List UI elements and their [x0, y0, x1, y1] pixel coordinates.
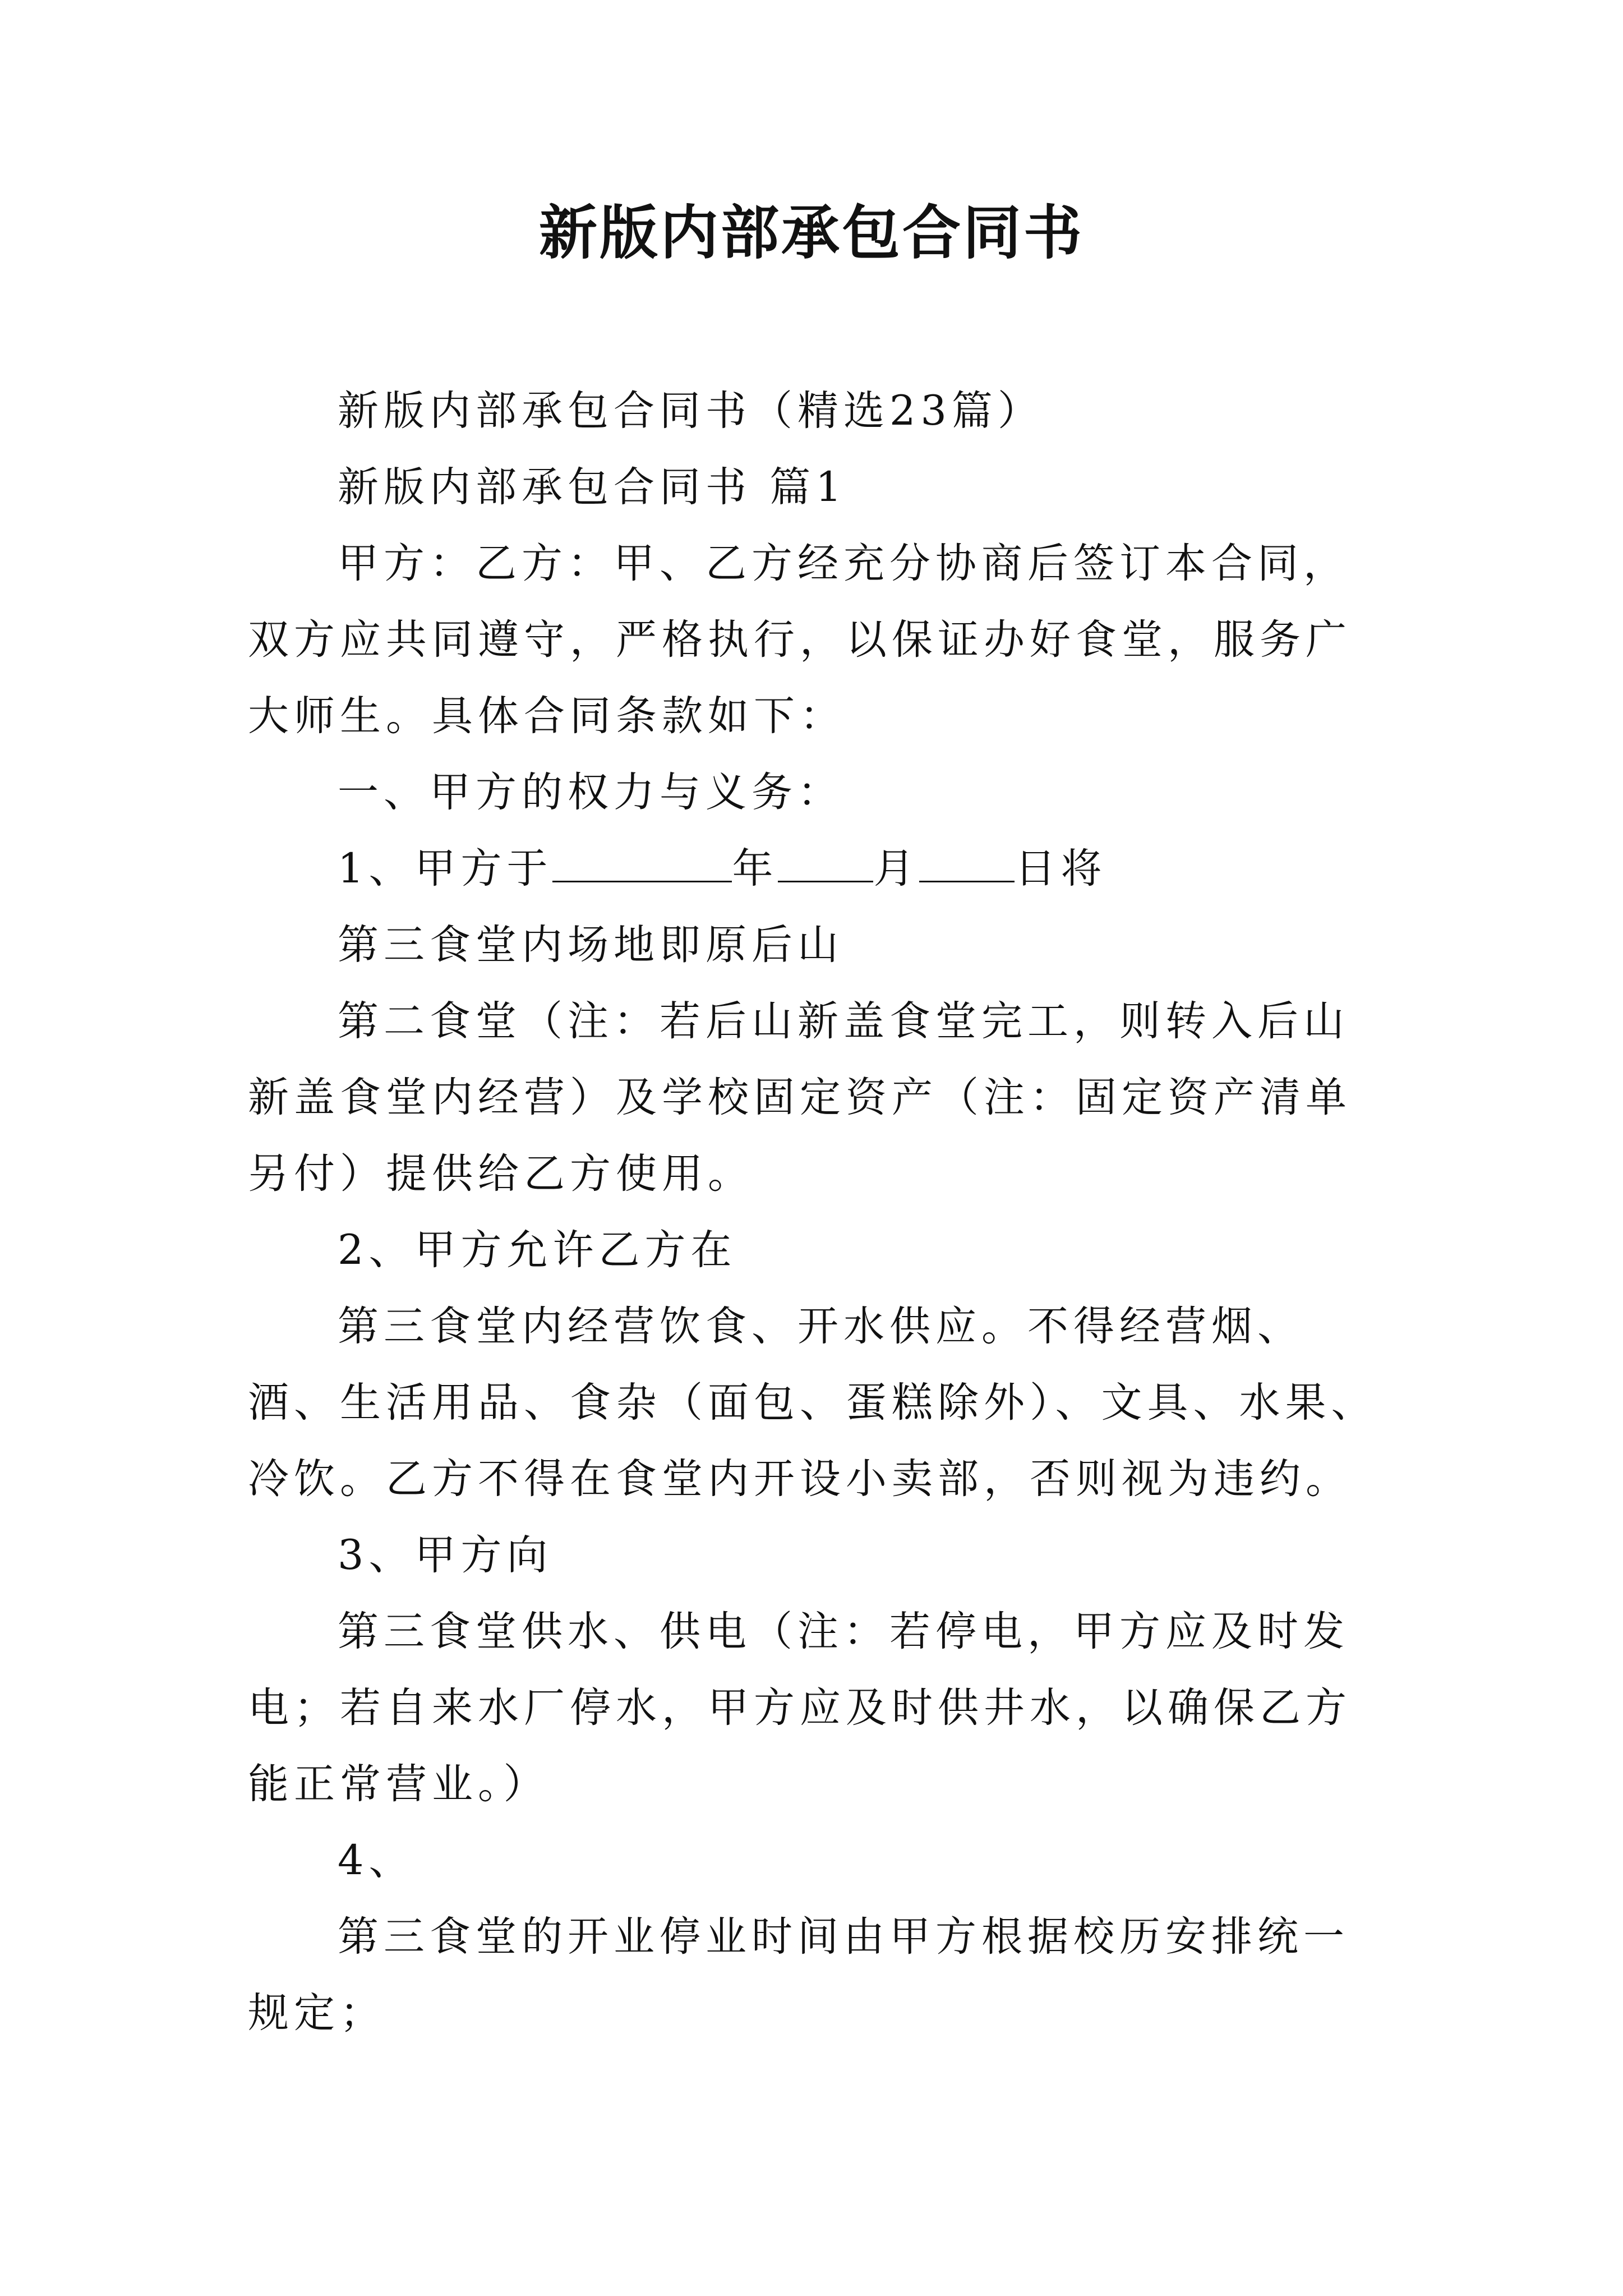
day-label: 日将	[1015, 845, 1107, 892]
clause-paragraph: 4、	[338, 1837, 415, 1884]
clause-paragraph: 第三食堂的开业停业时间由甲方根据校历安排统一规定；	[248, 1913, 1349, 2037]
clause-paragraph: 第三食堂供水、供电（注：若停电，甲方应及时发电；若自来水厂停水，甲方应及时供井水，以确保乙方能正常营业。）	[248, 1608, 1352, 1808]
document-title: 新版内部承包合同书	[538, 198, 1084, 267]
date-clause-paragraph	[248, 831, 1386, 907]
document-body	[248, 373, 1386, 2051]
day-blank	[919, 841, 1015, 882]
section-heading: 新版内部承包合同书 篇1	[338, 463, 847, 511]
clause-paragraph: 3、甲方向	[338, 1531, 553, 1579]
clause-heading: 一、甲方的权力与义务：	[338, 769, 843, 816]
month-blank	[778, 841, 873, 882]
clause-paragraph: 第三食堂内经营饮食、开水供应。不得经营烟、酒、生活用品、食杂（面包、蛋糕除外）、文具、水果、冷饮。乙方不得在食堂内开设小卖部，否则视为违约。	[248, 1303, 1377, 1503]
clause-paragraph: 2、甲方允许乙方在	[338, 1226, 737, 1274]
clause-paragraph: 第二食堂（注：若后山新盖食堂完工，则转入后山新盖食堂内经营）及学校固定资产（注：固定资产清单另付）提供给乙方使用。	[248, 997, 1352, 1198]
intro-paragraph: 甲方：乙方：甲、乙方经充分协商后签订本合同，双方应共同遵守，严格执行，以保证办好食堂，服务广大师生。具体合同条款如下：	[248, 540, 1352, 740]
clause-paragraph: 第三食堂内场地即原后山	[338, 921, 843, 969]
year-blank	[552, 841, 732, 882]
date-clause-prefix: 1、甲方于	[338, 845, 553, 892]
year-label: 年	[732, 845, 778, 892]
month-label: 月	[873, 845, 920, 892]
subtitle-paragraph: 新版内部承包合同书（精选23篇）	[338, 387, 1044, 435]
